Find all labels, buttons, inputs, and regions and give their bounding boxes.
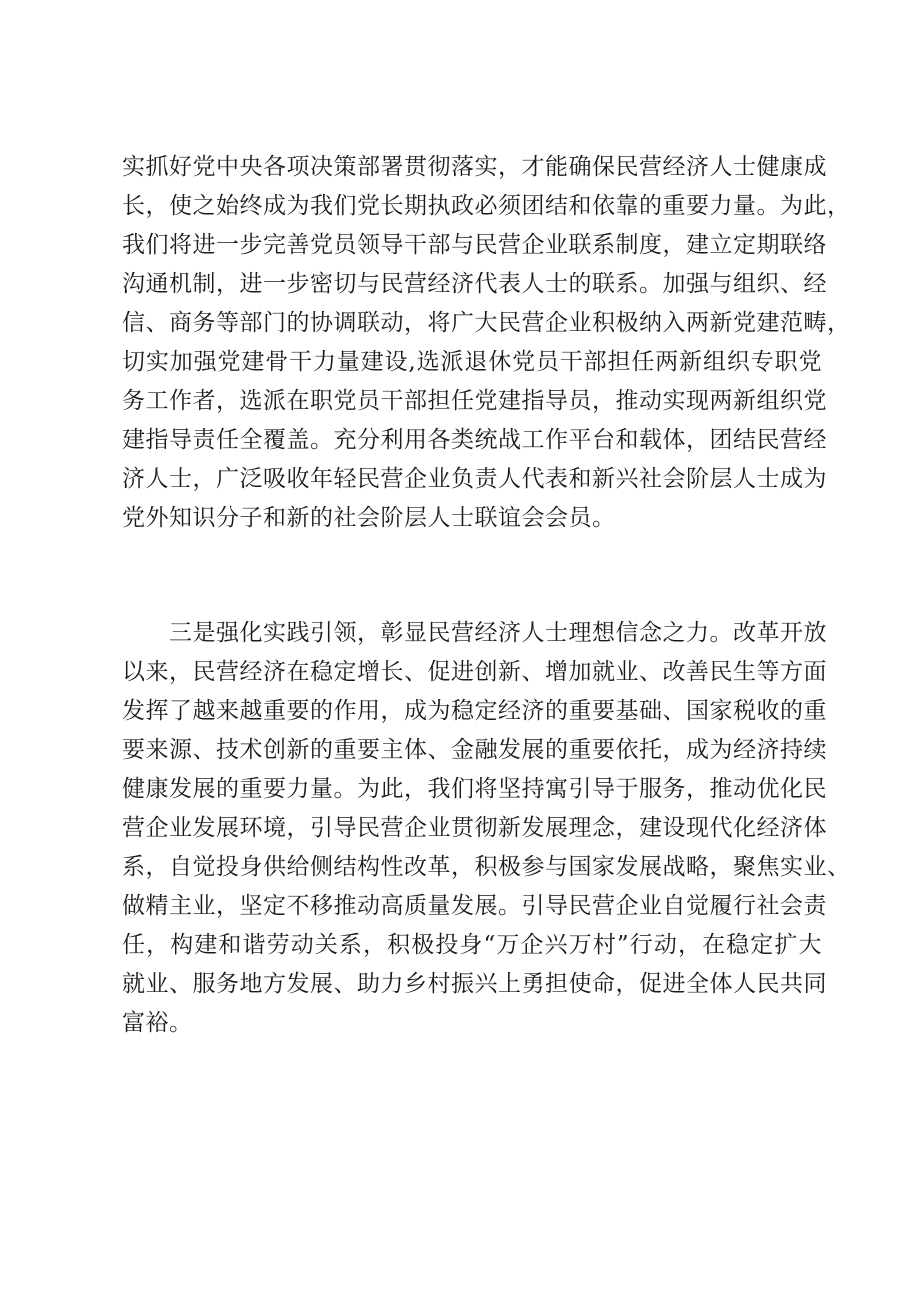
paragraph-line: 营企业发展环境，引导民营企业贯彻新发展理念，建设现代化经济体 [122, 815, 827, 841]
paragraph-line: 发挥了越来越重要的作用，成为稳定经济的重要基础、国家税收的重 [122, 698, 827, 724]
paragraph-line: 以来，民营经济在稳定增长、促进创新、增加就业、改善民生等方面 [122, 659, 827, 685]
paragraph-line: 我们将进一步完善党员领导干部与民营企业联系制度，建立定期联络 [122, 232, 827, 258]
paragraph-2 [122, 614, 851, 1043]
paragraph-line: 三是强化实践引领，彰显民营经济人士理想信念之力。改革开放 [169, 620, 827, 646]
paragraph-line: 切实加强党建骨干力量建设,选派退休党员干部担任两新组织专职党 [122, 349, 822, 375]
paragraph-line: 建指导责任全覆盖。充分利用各类统战工作平台和载体，团结民营经 [122, 427, 827, 453]
paragraph-line: 健康发展的重要力量。为此，我们将坚持寓引导于服务，推动优化民 [122, 776, 827, 802]
paragraph-line: 就业、服务地方发展、助力乡村振兴上勇担使命，促进全体人民共同 [122, 971, 827, 997]
paragraph-line: 党外知识分子和新的社会阶层人士联谊会会员。 [122, 505, 616, 531]
paragraph-line: 务工作者，选派在职党员干部担任党建指导员，推动实现两新组织党 [122, 388, 827, 414]
paragraph-line: 沟通机制，进一步密切与民营经济代表人士的联系。加强与组织、经 [122, 271, 827, 297]
paragraph-1 [122, 148, 851, 538]
paragraph-line: 实抓好党中央各项决策部署贯彻落实，才能确保民营经济人士健康成 [122, 154, 827, 180]
paragraph-line: 信、商务等部门的协调联动，将广大民营企业积极纳入两新党建范畴， [122, 310, 851, 336]
paragraph-line: 济人士，广泛吸收年轻民营企业负责人代表和新兴社会阶层人士成为 [122, 466, 827, 492]
paragraph-line: 长，使之始终成为我们党长期执政必须团结和依靠的重要力量。为此， [122, 193, 851, 219]
paragraph-line: 系，自觉投身供给侧结构性改革，积极参与国家发展战略，聚焦实业、 [122, 854, 851, 880]
paragraph-line: 做精主业，坚定不移推动高质量发展。引导民营企业自觉履行社会责 [122, 893, 827, 919]
paragraph-line: 富裕。 [122, 1010, 193, 1036]
paragraph-line: 任，构建和谐劳动关系，积极投身“万企兴万村”行动，在稳定扩大 [122, 932, 822, 958]
paragraph-line: 要来源、技术创新的重要主体、金融发展的重要依托，成为经济持续 [122, 737, 827, 763]
